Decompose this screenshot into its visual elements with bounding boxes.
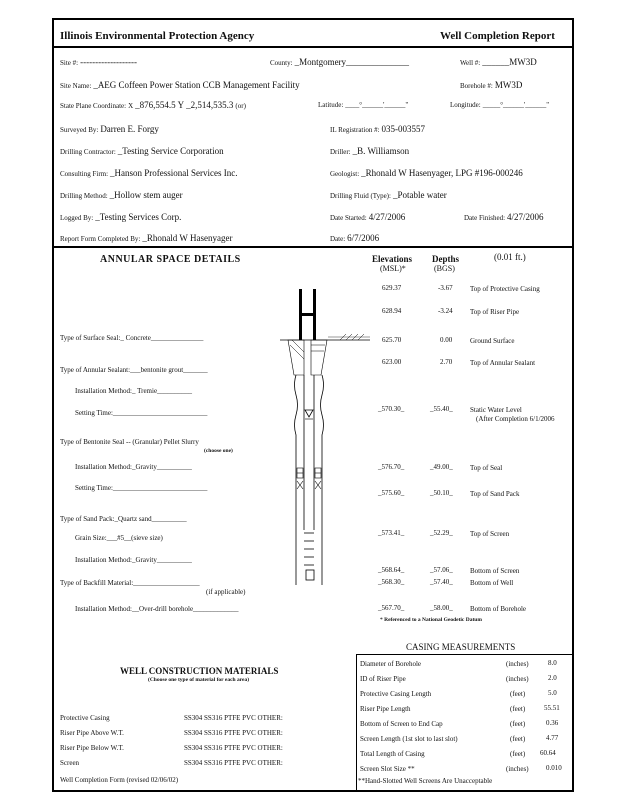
elev-row-2: 628.94 [382,307,402,315]
casing-name-2: ID of Riser Pipe [360,675,406,683]
depth-row-2: -3.24 [438,307,453,315]
casing-unit-1: (inches) [506,660,529,668]
borehole-value: MW3D [494,80,523,90]
sealant-setting-row: Setting Time:___________________________ [75,409,208,417]
elev-row-10: _568.30_ [378,578,405,586]
date-finished-value: 4/27/2006 [507,212,544,222]
registration-label: IL Registration #: [330,126,380,134]
elev-row-3: 625.70 [382,336,402,344]
materials-subtitle: (Choose one type of material for each area) [148,677,250,683]
site-no-value: ------------------- [80,57,138,67]
logged-value: _Testing Services Corp. [95,212,182,222]
casing-name-4: Riser Pipe Length [360,705,411,713]
desc-row-4: Top of Annular Sealant [470,359,536,367]
choose-one-note: (choose one) [204,448,233,454]
casing-rule [356,654,574,655]
date-started-label: Date Started: [330,214,367,222]
casing-value-2: 2.0 [548,674,557,682]
latitude-label: Latitude: [318,101,344,109]
depth-row-7: _50.10_ [430,489,453,497]
desc-row-7: Top of Sand Pack [470,490,520,498]
date-label: Date: [330,235,346,243]
fluid-label: Drilling Fluid (Type): [330,192,391,200]
backfill-row: Type of Backfill Material:___________________ [60,579,200,587]
x-label: X [128,102,134,110]
depth-row-8: _52.29_ [430,529,453,537]
depth-row-3: 0.00 [440,336,453,344]
longitude-value: _____°______'______" [482,101,550,109]
casing-unit-5: (feet) [510,720,526,728]
slot-note: **Hand-Slotted Well Screens Are Unacceptable [358,777,493,785]
casing-divider [356,654,357,790]
elev-row-7: _575.60_ [378,489,405,497]
casing-unit-6: (feet) [510,735,526,743]
method-label: Drilling Method: [60,192,108,200]
casing-value-4: 55.51 [544,704,560,712]
depth-row-10: _57.40_ [430,578,453,586]
contractor-value: _Testing Service Corporation [117,146,224,156]
x-value: _876,554.5 [135,100,176,110]
county-label: County: [270,59,293,67]
elev-row-8: _573.41_ [378,529,405,537]
seal-setting-row: Setting Time:___________________________ [75,484,208,492]
site-no-label: Site #: [60,59,79,67]
desc-row-2: Top of Riser Pipe [470,308,520,316]
backfill-install-row: Installation Method:__Over-drill borehole_____________ [75,605,239,613]
desc-row-10: Bottom of Well [470,579,514,587]
elev-row-9: _568.64_ [378,566,405,574]
casing-value-5: 0.36 [546,719,559,727]
logged-label: Logged By: [60,214,94,222]
casing-unit-7: (feet) [510,750,526,758]
report-title: Well Completion Report [440,30,555,42]
depth-row-1: -3.67 [438,284,453,292]
material-options-3: SS304 SS316 PTFE PVC OTHER: [184,744,283,752]
sealant-install-row: Installation Method:_ Tremie__________ [75,387,193,395]
site-name-label: Site Name: [60,82,92,90]
date-finished-label: Date Finished: [464,214,506,222]
desc-row-6: Top of Seal [470,464,503,472]
material-name-3: Riser Pipe Below W.T. [60,744,124,752]
seal-install-row: Installation Method:_Gravity__________ [75,463,192,471]
longitude-label: Longitude: [450,101,481,109]
y-label: Y [177,100,185,110]
section-rule [52,246,574,248]
casing-unit-4: (feet) [510,705,526,713]
casing-name-7: Total Length of Casing [360,750,425,758]
casing-value-8: 0.010 [546,764,562,772]
elevations-unit: (MSL)* [380,264,406,273]
well-diagram [280,285,370,605]
desc-row-11: Bottom of Borehole [470,605,526,613]
desc-row-3: Ground Surface [470,337,515,345]
casing-name-3: Protective Casing Length [360,690,432,698]
material-options-4: SS304 SS316 PTFE PVC OTHER: [184,759,283,767]
well-value: ______MW3D [482,57,537,67]
casing-value-3: 5.0 [548,689,557,697]
depth-row-4: 2.70 [440,358,453,366]
consultant-label: Consulting Firm: [60,170,109,178]
desc-row-9: Bottom of Screen [470,567,520,575]
desc-row-1: Top of Protective Casing [470,285,540,293]
elev-row-11: _567.70_ [378,604,405,612]
casing-name-8: Screen Slot Size ** [360,765,415,773]
surveyed-label: Surveyed By: [60,126,99,134]
elevations-label: Elevations [372,254,413,264]
registration-value: 035-003557 [381,124,426,134]
report-by-value: _Rhonald W Hasenyager [142,233,233,243]
casing-unit-8: (inches) [506,765,529,773]
material-name-2: Riser Pipe Above W.T. [60,729,124,737]
desc-row-5: Static Water Level [470,406,522,414]
driller-label: Driller: [330,148,351,156]
depths-unit: (BGS) [434,264,455,273]
date-started-value: 4/27/2006 [368,212,406,222]
borehole-label: Borehole #: [460,82,493,90]
elev-row-6: _576.70_ [378,463,405,471]
if-applicable-note: (if applicable) [206,588,246,596]
date-value: 6/7/2006 [347,233,380,243]
site-name-value: _AEG Coffeen Power Station CCB Management Facility [93,80,300,90]
fluid-value: _Potable water [392,190,447,200]
well-label: Well #: [460,59,481,67]
depths-label: Depths [432,254,460,264]
casing-value-6: 4.77 [546,734,559,742]
header-rule [52,46,574,48]
driller-value: _B. Williamson [352,146,410,156]
annular-title: ANNULAR SPACE DETAILS [100,254,241,265]
elev-row-1: 629.37 [382,284,402,292]
precision-label: (0.01 ft.) [494,252,526,262]
latitude-value: ____°______'______" [345,101,409,109]
depth-row-5: _55.40_ [430,405,453,413]
elev-row-4: 623.00 [382,358,402,366]
depth-row-9: _57.06_ [430,566,453,574]
desc-row-5-note: (After Completion 6/1/2006 [476,415,555,423]
material-name-4: Screen [60,759,80,767]
casing-unit-2: (inches) [506,675,529,683]
elev-row-5: _570.30_ [378,405,405,413]
casing-title: CASING MEASUREMENTS [406,642,516,652]
casing-unit-3: (feet) [510,690,526,698]
surveyed-value: Darren E. Forgy [100,124,159,134]
casing-name-1: Diameter of Borehole [360,660,422,668]
material-options-2: SS304 SS316 PTFE PVC OTHER: [184,729,283,737]
desc-row-8: Top of Screen [470,530,510,538]
casing-name-6: Screen Length (1st slot to last slot) [360,735,458,743]
or-label: (or) [235,102,246,110]
surface-seal-row: Type of Surface Seal:_ Concrete_______________ [60,334,204,342]
agency-title: Illinois Environmental Protection Agency [60,30,255,42]
materials-title: WELL CONSTRUCTION MATERIALS [120,666,279,676]
form-revision: Well Completion Form (revised 02/06/02) [60,776,179,784]
county-value: _Montgomery______________ [294,57,410,67]
material-options-1: SS304 SS316 PTFE PVC OTHER: [184,714,283,722]
y-value: _2,514,535.3 [186,100,234,110]
contractor-label: Drilling Contractor: [60,148,116,156]
report-by-label: Report Form Completed By: [60,235,141,243]
state-plane-label: State Plane Coordinate: [60,102,127,110]
casing-value-7: 60.64 [540,749,556,757]
casing-name-5: Bottom of Screen to End Cap [360,720,443,728]
sand-install-row: Installation Method:_Gravity__________ [75,556,192,564]
sand-pack-row: Type of Sand Pack:_Quartz sand__________ [60,515,187,523]
grain-size-row: Grain Size:___#5__(sieve size) [75,534,163,542]
consultant-value: _Hanson Professional Services Inc. [110,168,238,178]
geologist-value: _Rhonald W Hasenyager, LPG #196-000246 [361,168,523,178]
geologist-label: Geologist: [330,170,360,178]
method-value: _Hollow stem auger [109,190,183,200]
bentonite-seal-row: Type of Bentonite Seal -- (Granular) Pellet Slurry [60,438,199,446]
depth-row-11: _58.00_ [430,604,453,612]
depth-row-6: _49.00_ [430,463,453,471]
datum-footnote: * Referenced to a National Geodetic Datum [380,617,482,623]
material-name-1: Protective Casing [60,714,110,722]
annular-sealant-row: Type of Annular Sealant:___bentonite grout_______ [60,366,208,374]
casing-value-1: 8.0 [548,659,557,667]
